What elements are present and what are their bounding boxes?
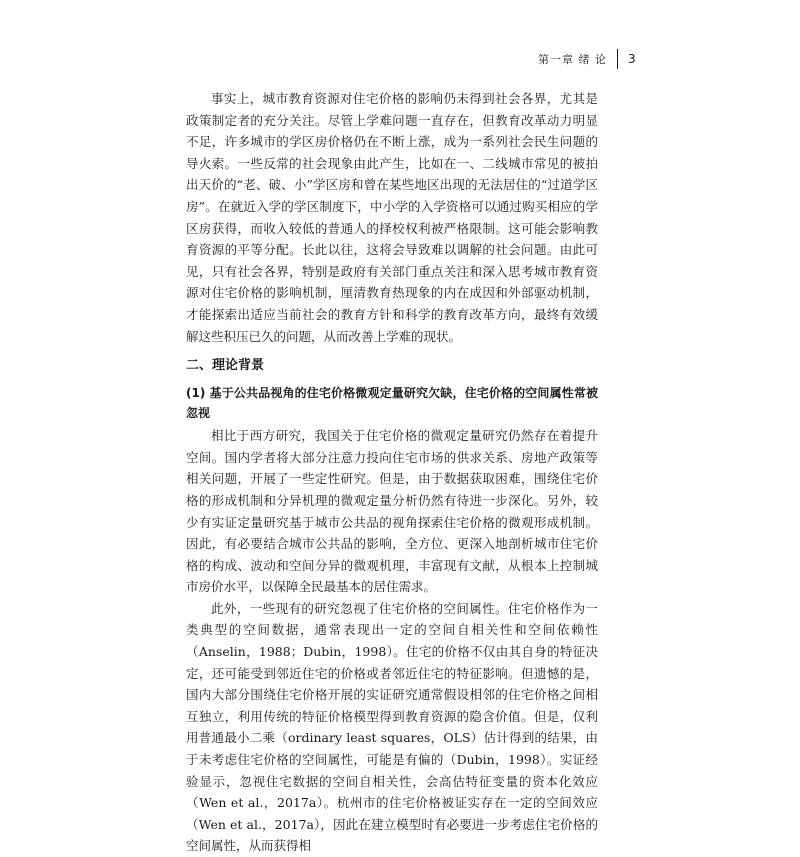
running-header xyxy=(538,48,636,70)
page-body xyxy=(186,88,598,857)
body-paragraph-2: 相比于西方研究，我国关于住宅价格的微观定量研究仍然存在着提升空间。国内学者将大部分注意力投向住宅市场的供求关系、房地产政策等相关问题，开展了一些定性研究。但是，由于数据获取困难，围绕住宅价格的形成机制和分异机理的微观定量分析仍然有待进一步深化。另外，较少有实证定量研究基于城市公共品的视角探索住宅价格的微观形成机制。因此，有必要结合城市公共品的影响，全方位、更深入地剖析城市住宅价格的构成、波动和空间分异的微观机理，丰富现有文献，从根本上控制城市房价水平，以保障全民最基本的居住需求。 xyxy=(186,428,598,595)
header-divider xyxy=(617,49,618,69)
body-paragraph-3: 此外，一些现有的研究忽视了住宅价格的空间属性。住宅价格作为一类典型的空间数据，通常表现出一定的空间自相关性和空间依赖性（Anselin，1988；Dubin，1998）。住宅的价格不仅由其自身的特征决定，还可能受到邻近住宅的价格或者邻近住宅的特征影响。但遗憾的是，国内大部分围绕住宅价格开展的实证研究通常假设相邻的住宅价格之间相互独立，利用传统的特征价格模型得到教育资源的隐含价值。但是，仅利用普通最小二乘（ordinary least squares，OLS）估计得到的结果，由于未考虑住宅价格的空间属性，可能是有偏的（Dubin，1998）。实证经验显示，忽视住宅数据的空间自相关性，会高估特征变量的资本化效应（Wen et al.，2017a）。杭州市的住宅价格被证实存在一定的空间效应（Wen et al.，2017a），因此在建立模型时有必要进一步考虑住宅价格的空间属性，从而获得相 xyxy=(186,600,598,854)
section-heading: 二、理论背景 xyxy=(186,358,265,374)
subsection-heading: (1) 基于公共品视角的住宅价格微观定量研究欠缺，住宅价格的空间属性常被忽视 xyxy=(186,386,598,421)
body-paragraph-1: 事实上，城市教育资源对住宅价格的影响仍未得到社会各界，尤其是政策制定者的充分关注。尽管上学难问题一直存在，但教育改革动力明显不足，许多城市的学区房价格仍在不断上涨，成为一系列社会民生问题的导火索。一些反常的社会现象由此产生，比如在一、二线城市常见的被拍出天价的“老、破、小”学区房和曾在某些地区出现的无法居住的“过道学区房”。在就近入学的学区制度下，中小学的入学资格可以通过购买相应的学区房获得，而收入较低的普通人的择校权利被严格限制。这可能会影响教育资源的平等分配。长此以往，这将会导致难以调解的社会问题。由此可见，只有社会各界，特别是政府有关部门重点关注和深入思考城市教育资源对住宅价格的影响机制，厘清教育热现象的内在成因和外部驱动机制，才能探索出适应当前社会的教育方针和科学的教育改革方向，最终有效缓解这些积压已久的问题，从而改善上学难的现状。 xyxy=(186,91,598,344)
chapter-title: 第一章 绪 论 xyxy=(538,53,607,66)
page-number: 3 xyxy=(628,52,636,66)
